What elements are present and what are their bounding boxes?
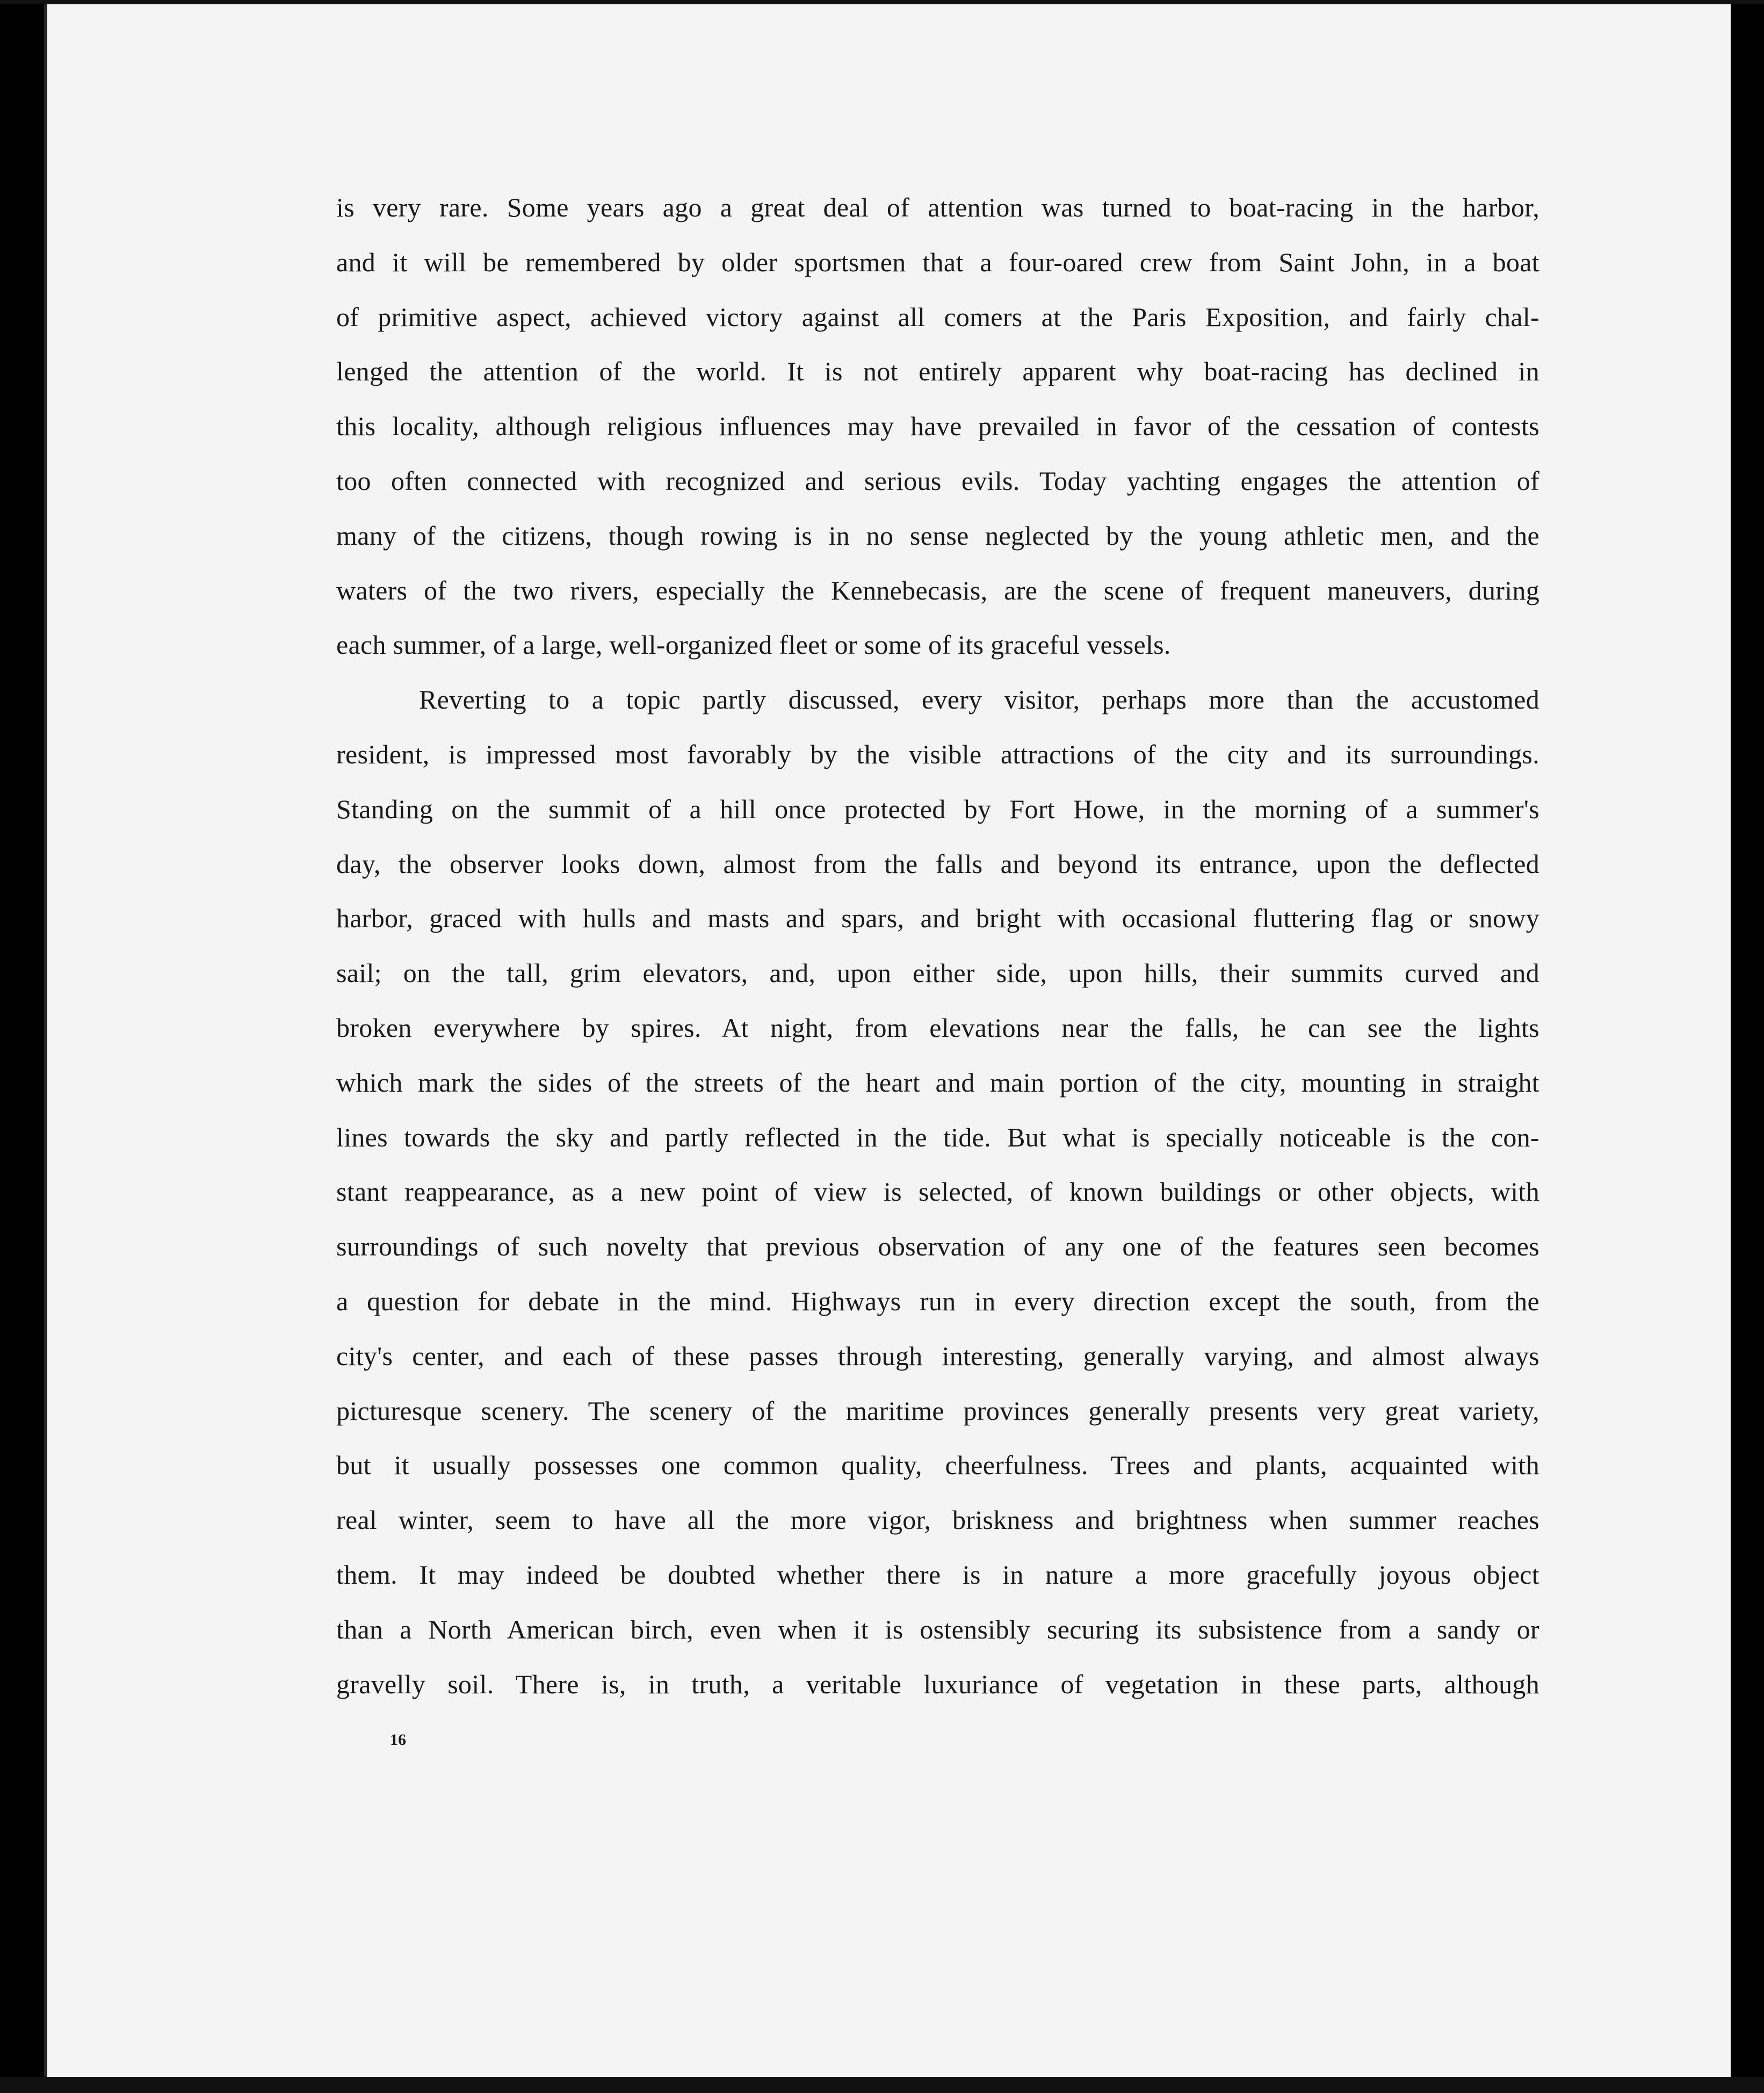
text-line: city's center, and each of these passes through interesting, generally varying, and almost always [336,1340,1539,1371]
text-line: Standing on the summit of a hill once protected by Fort Howe, in the morning of a summer's [336,793,1539,824]
text-line: waters of the two rivers, especially the Kennebecasis, are the scene of frequent maneuvers, during [336,575,1539,605]
text-line: Reverting to a topic partly discussed, every visitor, perhaps more than the accustomed [419,684,1539,715]
scan-edge-top [0,0,1764,4]
text-line: sail; on the tall, grim elevators, and, upon either side, upon hills, their summits curved and [336,958,1539,988]
text-line: day, the observer looks down, almost from the falls and beyond its entrance, upon the deflected [336,848,1539,879]
text-line: many of the citizens, though rowing is in no sense neglected by the young athletic men, and the [336,520,1539,551]
text-line: gravelly soil. There is, in truth, a veritable luxuriance of vegetation in these parts, although [336,1669,1539,1699]
text-line: this locality, although religious influences may have prevailed in favor of the cessation of contests [336,411,1539,442]
page-number: 16 [390,1731,406,1749]
text-line: a question for debate in the mind. Highways run in every direction except the south, from the [336,1286,1539,1316]
text-line: surroundings of such novelty that previous observation of any one of the features seen becomes [336,1231,1539,1262]
text-line: of primitive aspect, achieved victory against all comers at the Paris Exposition, and fairly chal- [336,301,1539,332]
text-line: lines towards the sky and partly reflected in the tide. But what is specially noticeable is the con- [336,1122,1539,1152]
text-line: too often connected with recognized and serious evils. Today yachting engages the attention of [336,466,1539,496]
scan-edge-bottom [0,2077,1764,2093]
document-page [44,4,1731,2077]
text-line: stant reappearance, as a new point of view is selected, of known buildings or other objects, with [336,1177,1539,1207]
text-line: than a North American birch, even when it is ostensibly securing its subsistence from a sandy or [336,1614,1539,1644]
text-line: which mark the sides of the streets of the heart and main portion of the city, mounting in straight [336,1067,1539,1098]
text-line: harbor, graced with hulls and masts and spars, and bright with occasional fluttering flag or snowy [336,903,1539,934]
text-line: picturesque scenery. The scenery of the maritime provinces generally presents very great variety, [336,1395,1539,1426]
text-line: broken everywhere by spires. At night, from elevations near the falls, he can see the lights [336,1013,1539,1043]
text-line: and it will be remembered by older sportsmen that a four-oared crew from Saint John, in a boat [336,247,1539,277]
text-line: real winter, seem to have all the more vigor, briskness and brightness when summer reaches [336,1505,1539,1535]
text-line: resident, is impressed most favorably by the visible attractions of the city and its surroundings. [336,739,1539,769]
text-line: but it usually possesses one common quality, cheerfulness. Trees and plants, acquainted with [336,1450,1539,1481]
text-line: each summer, of a large, well-organized fleet or some of its graceful vessels. [336,630,1171,660]
text-line: is very rare. Some years ago a great deal of attention was turned to boat-racing in the harbor, [336,192,1539,222]
text-line: them. It may indeed be doubted whether there is in nature a more gracefully joyous object [336,1560,1539,1590]
text-line: lenged the attention of the world. It is not entirely apparent why boat-racing has declined in [336,356,1539,387]
